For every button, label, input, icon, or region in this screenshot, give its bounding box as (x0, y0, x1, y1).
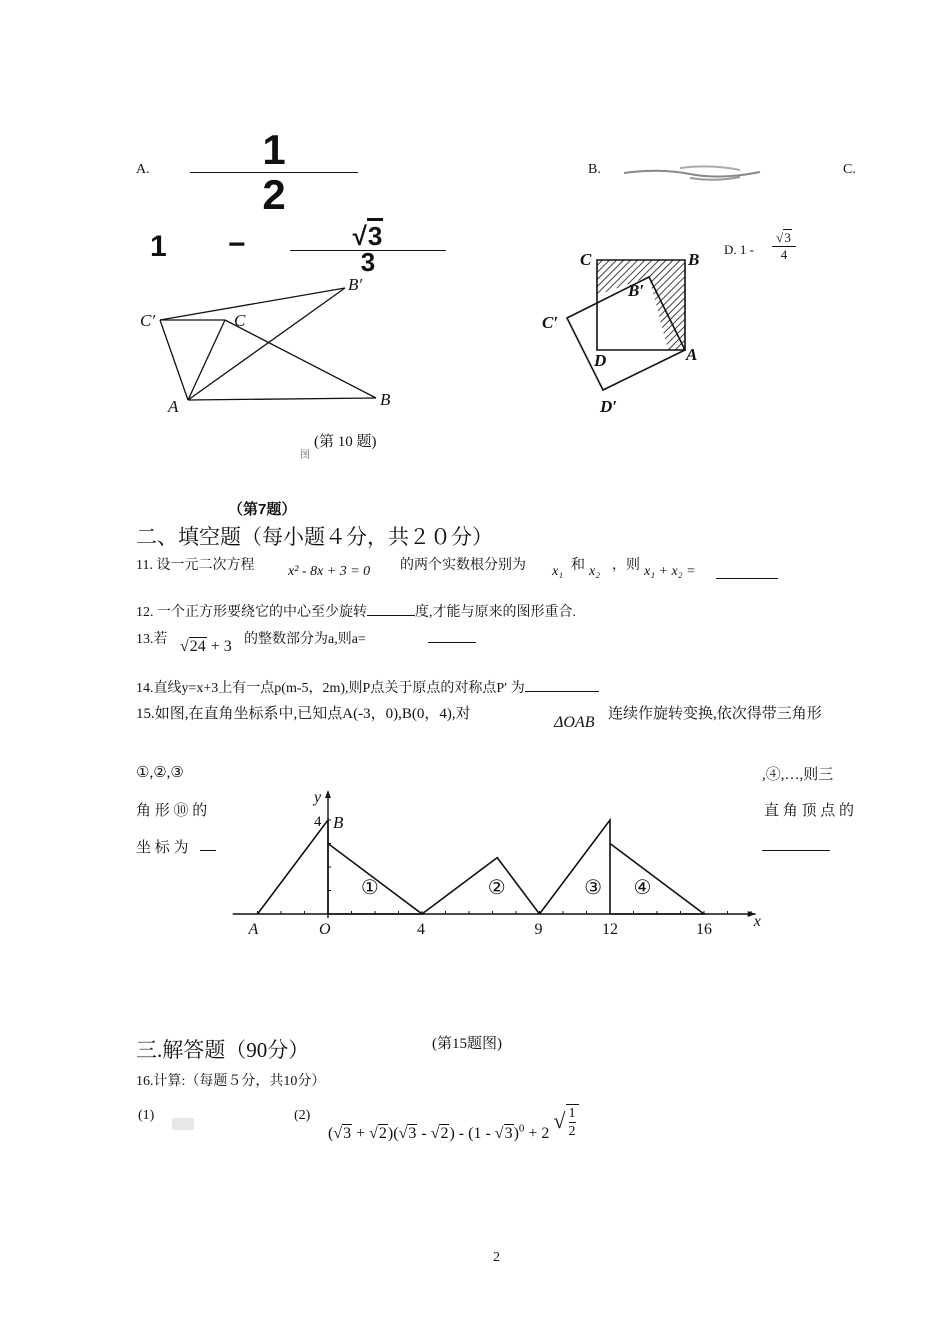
q11-prefix: 11. 设一元二次方程 (136, 558, 255, 573)
section-2-title: 二、填空题（每小题４分，共２０分） (136, 525, 493, 549)
sqrt-icon: √ (352, 221, 367, 251)
q16-part2-expression (328, 1104, 579, 1154)
expr-exponent-zero: 0 (518, 1122, 525, 1135)
option-d-root: 3 (784, 230, 791, 245)
page-number: 2 (493, 1250, 500, 1265)
q15-line2-right: ,④,…,则三 (762, 767, 834, 783)
segment-a-b-prime (188, 288, 345, 400)
label-d: D (594, 351, 607, 370)
q11-then: ，则 (612, 558, 640, 573)
q11-x1: x₁ (552, 564, 564, 579)
label-d-prime: D′ (600, 397, 618, 416)
q14-answer-blank[interactable] (525, 677, 599, 692)
expr-plus: + (356, 1125, 366, 1142)
triangle-oab (258, 820, 329, 914)
q11-answer-blank[interactable] (716, 564, 778, 579)
q15-line3-left: 角 形 ⑩ 的 (136, 803, 208, 819)
coordinate-chart (230, 780, 760, 940)
x-axis-label: x (753, 913, 761, 930)
region-label-2: ② (487, 877, 506, 900)
expr-open-paren: ( (328, 1125, 334, 1142)
option-a-numerator: 1 (262, 126, 286, 173)
q16-part1-image (172, 1118, 194, 1130)
q15-answer-blank-start[interactable] (200, 836, 216, 851)
section-3-title: 三.解答题（90分） (136, 1038, 310, 1062)
region-label-3: ③ (584, 877, 603, 900)
expr-root-3: 3 (408, 1125, 417, 1142)
q13-answer-blank[interactable] (428, 628, 476, 643)
q13-root: 24 (189, 638, 206, 655)
option-c-minus: − (228, 228, 246, 261)
option-c-one: 1 (150, 230, 167, 263)
x-tick-label-12: 12 (602, 921, 618, 938)
triangle-4 (610, 844, 704, 915)
option-d-denominator: 4 (780, 247, 788, 262)
y-axis-arrow (325, 790, 331, 798)
option-a-label: A. (136, 162, 150, 177)
q11-mid: 的两个实数根分别为 (400, 558, 526, 573)
q13-plus: + 3 (210, 638, 232, 655)
q12-prefix: 12. 一个正方形要绕它的中心至少旋转 (136, 605, 367, 620)
option-c-root: 3 (367, 218, 383, 251)
q16-part1-label: (1) (138, 1108, 155, 1123)
label-c-prime: C′ (140, 311, 156, 330)
question-16-title: 16.计算:（每题５分，共10分） (136, 1074, 326, 1089)
q12-suffix: 度,才能与原来的图形重合. (415, 605, 576, 620)
segment-c-prime-b-prime (160, 288, 345, 320)
expr-close-minus: ) - (449, 1125, 465, 1142)
q14-text: 14.直线y=x+3上有一点p(m-5，2m),则P点关于原点的对称点P′ 为 (136, 681, 525, 696)
sqrt-icon: √ (180, 638, 189, 655)
shaded-region (597, 260, 685, 350)
label-b: B (688, 250, 700, 269)
segment-c-a (188, 320, 225, 400)
q13-suffix: 的整数部分为a,则a= (244, 632, 366, 647)
label-a: A (168, 397, 179, 416)
option-d-fraction (772, 230, 796, 263)
q11-sum: x₁ + x₂ = (644, 564, 696, 579)
expr-plus-two: + 2 (528, 1125, 550, 1142)
region-label-1: ① (360, 877, 379, 900)
sqrt-icon: √ (776, 230, 784, 245)
expr-root-5: 3 (504, 1125, 513, 1142)
sqrt-icon: √ (494, 1125, 504, 1142)
label-c: C (234, 311, 246, 330)
q12-answer-blank[interactable] (367, 601, 415, 616)
sqrt-icon: √ (369, 1125, 378, 1142)
label-b: B (380, 390, 391, 409)
question-11 (136, 554, 836, 584)
expr-frac-den: 2 (568, 1124, 576, 1139)
q15-line1-end: 连续作旋转变换,依次得带三角形 (608, 706, 822, 722)
q15-answer-blank-end[interactable] (762, 836, 830, 851)
triangle-3 (540, 820, 611, 914)
q15-line3-right: 直 角 顶 点 的 (764, 803, 855, 819)
y-axis-label: y (314, 789, 322, 806)
caption-question-7: （第7题） (228, 501, 297, 518)
sqrt-icon: √ (553, 1108, 566, 1133)
segment-c-prime-a (160, 320, 188, 400)
figure-rotated-squares (530, 240, 720, 420)
label-b-prime: B′ (348, 275, 363, 294)
sqrt-icon: √ (333, 1125, 343, 1142)
question-12 (136, 601, 576, 621)
expr-minus: - (421, 1125, 427, 1142)
option-a-fraction (190, 128, 358, 217)
expr-close-paren: ) (513, 1125, 519, 1142)
sqrt-icon: √ (398, 1125, 408, 1142)
x-tick-label-A: A (248, 921, 259, 938)
label-c: C (580, 250, 592, 269)
label-c-prime: C′ (542, 313, 559, 332)
option-b-label: B. (588, 162, 601, 177)
question-14 (136, 677, 599, 697)
caption-question-15: (第15题图) (432, 1036, 502, 1052)
q15-line4-left: 坐 标 为 (136, 840, 189, 856)
expr-frac-num: 1 (568, 1106, 576, 1121)
segment-c-b (225, 320, 376, 398)
q13-prefix: 13.若 (136, 632, 168, 647)
option-d-label: D. 1 - (724, 242, 754, 257)
x-tick-label-9: 9 (534, 921, 543, 938)
q15-line1: 15.如图,在直角坐标系中,已知点A(-3，0),B(0，4),对 (136, 706, 471, 722)
option-b-garbled-image (620, 162, 770, 184)
point-label-B: B (333, 813, 344, 832)
q15-line2-left: ①,②,③ (136, 765, 184, 781)
x-tick-label-16: 16 (696, 921, 712, 938)
expr-one-minus: (1 - (468, 1125, 491, 1142)
option-c-label: C. (843, 162, 856, 177)
q16-part2-label: (2) (294, 1108, 311, 1123)
expr-root-2: 2 (378, 1125, 387, 1142)
q11-and: 和 (571, 558, 585, 573)
expr-close-open: )( (387, 1125, 399, 1142)
q11-equation: x² - 8x + 3 = 0 (288, 564, 371, 579)
x-tick-label-O: O (319, 921, 331, 938)
region-label-4: ④ (633, 877, 652, 900)
option-c-denominator: 3 (360, 247, 376, 277)
q15-triangle: ΔOAB (554, 714, 595, 731)
expr-sqrt-fraction (566, 1104, 579, 1140)
option-c-fraction (290, 221, 446, 277)
label-a: A (686, 345, 698, 364)
caption-fragment: 图 (300, 450, 310, 461)
question-13 (136, 628, 556, 662)
y-tick-label-4: 4 (314, 814, 322, 830)
figure-rotation-triangles (130, 270, 410, 420)
expr-root-1: 3 (343, 1125, 352, 1142)
triangle-2 (422, 858, 540, 914)
option-a-denominator: 2 (262, 171, 286, 218)
expr-root-4: 2 (440, 1125, 449, 1142)
segment-a-b (188, 398, 376, 400)
label-b-prime: B′ (628, 281, 645, 300)
sqrt-icon: √ (430, 1125, 440, 1142)
caption-question-10: (第 10 题) (314, 434, 377, 450)
q11-x2: x₂ (589, 564, 601, 579)
x-tick-label-4: 4 (417, 921, 425, 938)
